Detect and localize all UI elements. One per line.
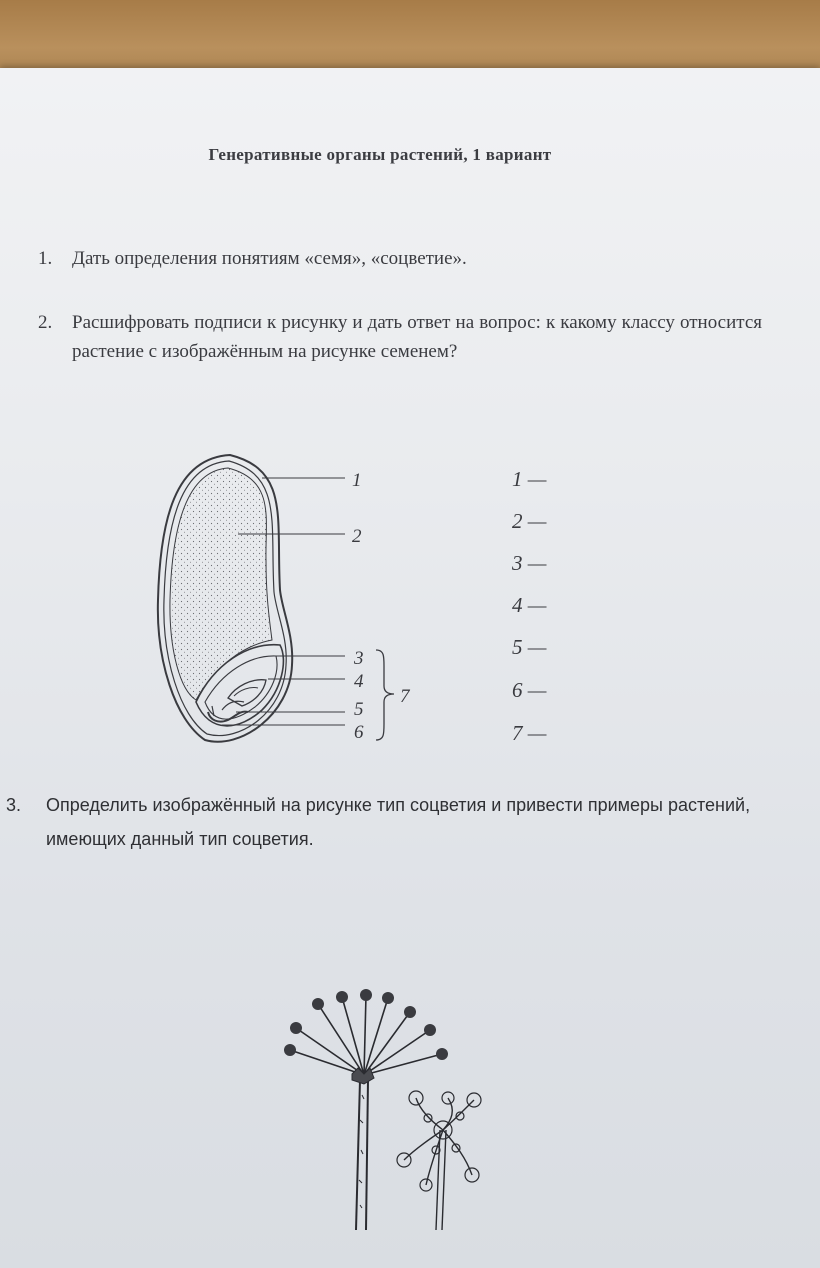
answer-line-2: 2 —: [512, 509, 547, 533]
endosperm: [170, 468, 272, 700]
answer-line-6: 6 —: [512, 678, 547, 702]
seed-label-3: 3: [354, 648, 364, 669]
question-number: 3.: [6, 795, 22, 815]
umbel-inflorescence-drawing: [284, 989, 481, 1230]
answer-line-7: 7 —: [512, 721, 547, 745]
seed-label-4: 4: [354, 671, 364, 692]
answer-line-3: 3 —: [512, 551, 547, 575]
worksheet-title: Генеративные органы растений, 1 вариант: [208, 145, 552, 164]
question-text: Расшифровать подписи к рисунку и дать ответ на вопрос: к какому классу относится растение с изображённым на рисунке семенем?: [72, 312, 762, 362]
seed-label-1: 1: [352, 470, 362, 491]
seed-label-6: 6: [354, 722, 364, 743]
seed-label-5: 5: [354, 699, 364, 720]
question-number: 1.: [38, 248, 53, 269]
brace-bracket: [376, 650, 394, 740]
answer-line-4: 4 —: [512, 593, 547, 617]
answer-line-5: 5 —: [512, 635, 547, 659]
seed-label-7: 7: [400, 686, 410, 707]
question-text: Дать определения понятиям «семя», «соцветие».: [72, 248, 467, 269]
seed-label-2: 2: [352, 526, 362, 547]
question-text: Определить изображённый на рисунке тип соцветия и привести примеры растений, имеющих данный тип соцветия.: [46, 795, 751, 849]
question-number: 2.: [38, 312, 53, 333]
answer-line-1: 1 —: [512, 467, 547, 491]
